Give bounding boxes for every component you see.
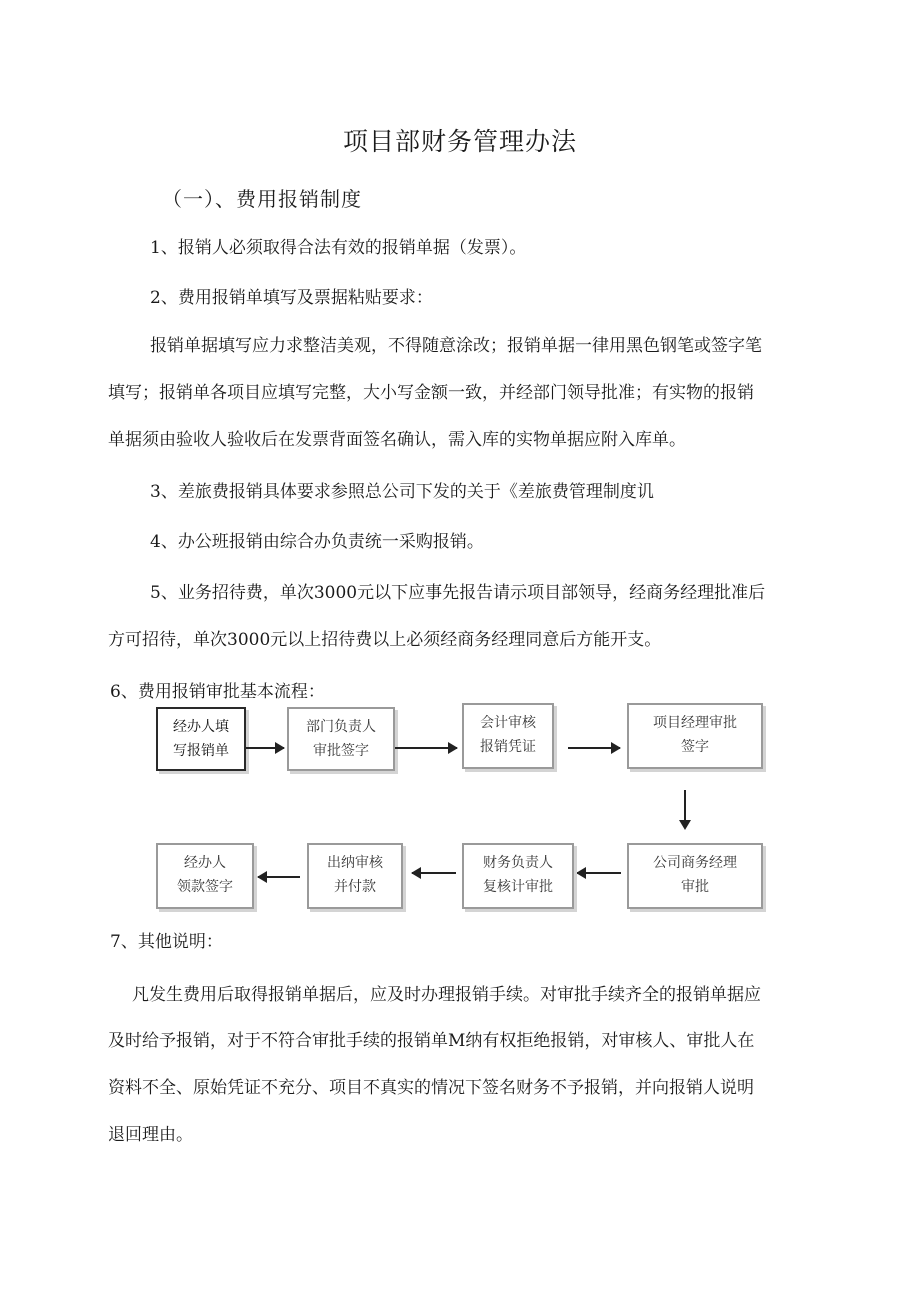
item-2: 2、费用报销单填写及票据粘贴要求： [150, 288, 433, 308]
flow-arrow-right [568, 747, 620, 749]
flow-step-5: 公司商务经理 审批 [627, 843, 763, 909]
flow-step-1: 经办人填 写报销单 [156, 707, 246, 771]
flow-step-4: 项目经理审批 签字 [627, 703, 763, 769]
flow-step-7: 出纳审核 并付款 [307, 843, 403, 909]
item-5-line: 5、业务招待费，单次3000元以下应事先报告请示项目部领导，经商务经理批准后 [150, 583, 766, 603]
paragraph-line: 及时给予报销，对于不符合审批手续的报销单M纳有权拒绝报销，对审核人、审批人在 [108, 1031, 755, 1051]
section-heading: （一）、费用报销制度 [162, 187, 362, 211]
paragraph-line: 单据须由验收人验收后在发票背面签名确认，需入库的实物单据应附入库单。 [108, 430, 686, 450]
flow-step-3: 会计审核 报销凭证 [462, 703, 554, 769]
flow-arrow-left [577, 872, 621, 874]
flow-step-2: 部门负责人 审批签字 [287, 707, 395, 771]
paragraph-line: 资料不全、原始凭证不充分、项目不真实的情况下签名财务不予报销，并向报销人说明 [108, 1078, 754, 1098]
flow-arrow-left [258, 876, 300, 878]
document-title: 项目部财务管理办法 [342, 127, 577, 156]
flow-step-8: 经办人 领款签字 [156, 843, 254, 909]
paragraph-line: 凡发生费用后取得报销单据后，应及时办理报销手续。对审批手续齐全的报销单据应 [132, 985, 761, 1005]
item-6: 6、费用报销审批基本流程： [110, 682, 325, 702]
item-1: 1、报销人必须取得合法有效的报销单据（发票）。 [150, 238, 527, 258]
flow-arrow-left [412, 872, 456, 874]
paragraph-line: 填写；报销单各项目应填写完整，大小写金额一致，并经部门领导批准；有实物的报销 [108, 383, 754, 403]
item-3: 3、差旅费报销具体要求参照总公司下发的关于《差旅费管理制度讥 [150, 482, 654, 502]
paragraph-line: 报销单据填写应力求整洁美观，不得随意涂改；报销单据一律用黑色钢笔或签字笔 [150, 336, 762, 356]
flow-step-6: 财务负责人 复核计审批 [462, 843, 574, 909]
item-5-line: 方可招待，单次3000元以上招待费以上必须经商务经理同意后方能开支。 [108, 630, 662, 650]
paragraph-line: 退回理由。 [108, 1125, 193, 1145]
flow-arrow-right [246, 747, 284, 749]
flow-arrow-down [684, 790, 686, 828]
item-7: 7、其他说明： [110, 932, 223, 952]
flow-arrow-right [395, 747, 457, 749]
item-4: 4、办公班报销由综合办负责统一采购报销。 [150, 532, 484, 552]
